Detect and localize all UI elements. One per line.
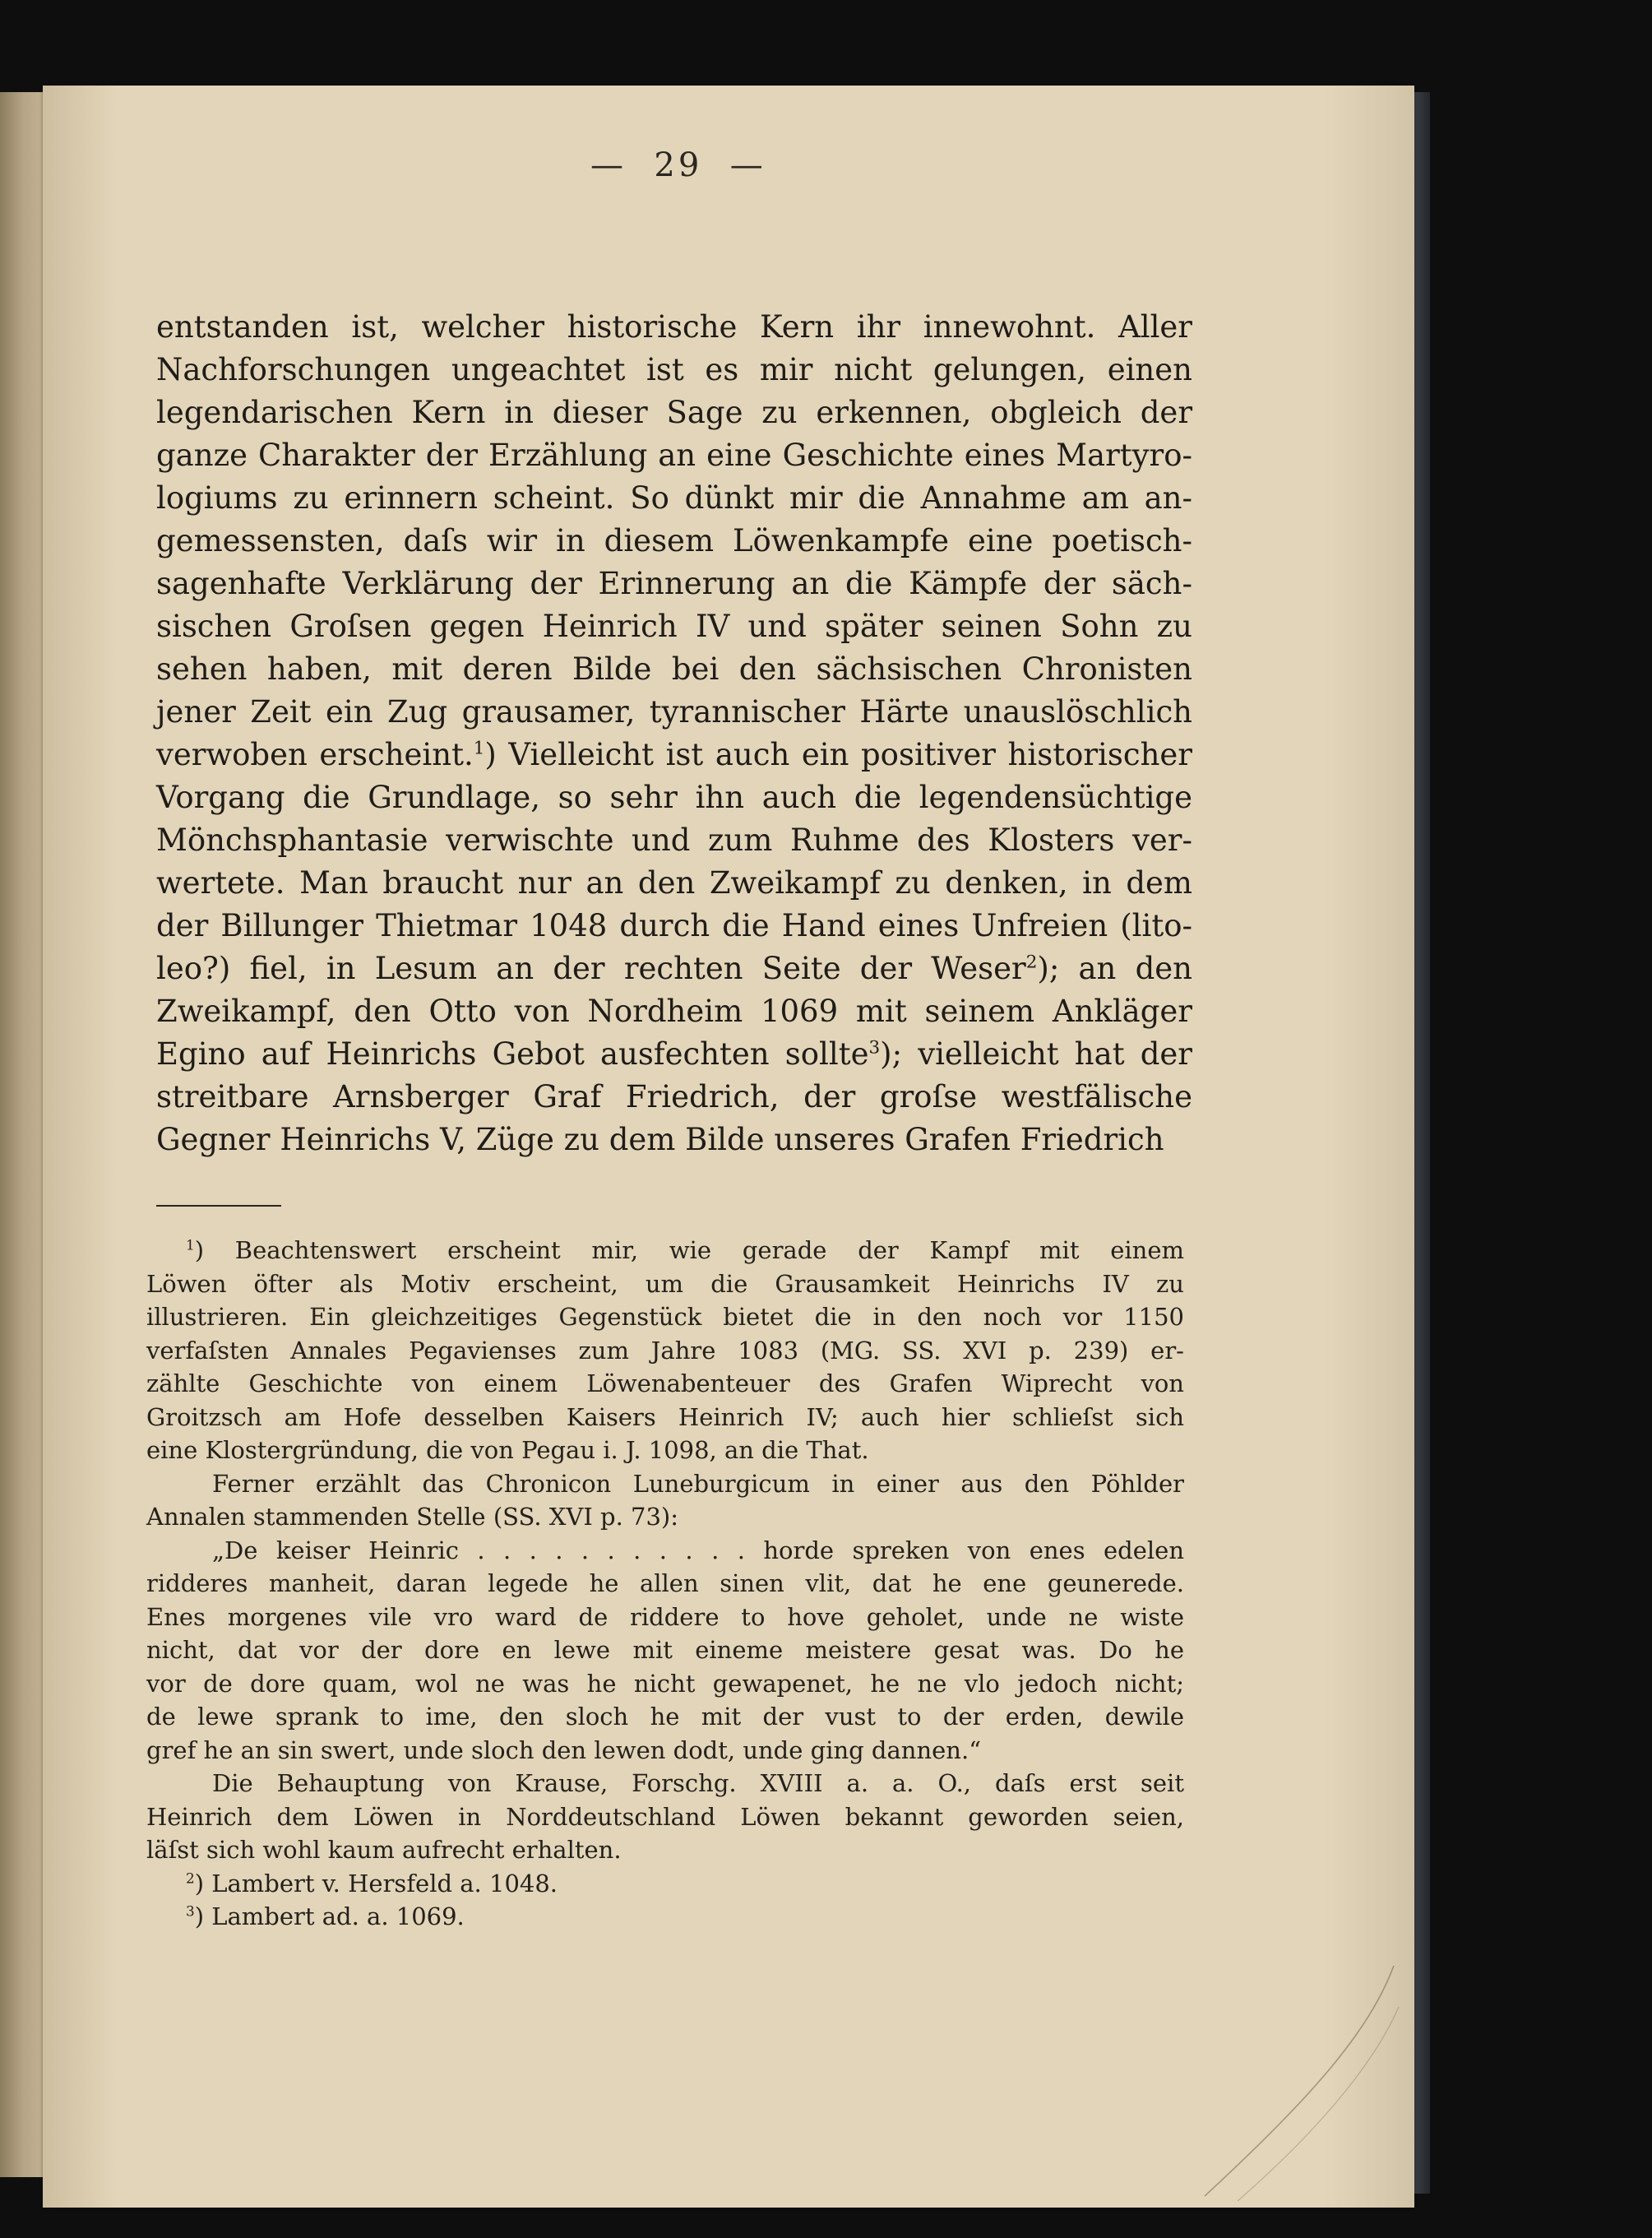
- text-line: [156, 392, 1192, 434]
- footnote-line-content: Annalen stammenden Stelle (SS. XVI p. 73):: [146, 1503, 679, 1531]
- text-line-content: Mönchsphantasie verwischte und zum Ruhme des Klosters ver-: [156, 822, 1192, 858]
- text-line: [156, 691, 1192, 734]
- footnote-line: [146, 1900, 1184, 1934]
- footnote-line: [146, 1300, 1184, 1334]
- footnote-marker: 2: [186, 1870, 195, 1887]
- footnote-line-content: verfaſsten Annales Pegavienses zum Jahre 1083 (MG. SS. XVI p. 239) er-: [146, 1336, 1184, 1365]
- footnote-line: [146, 1767, 1184, 1800]
- footnote-line-content: zählte Geschichte von einem Löwenabenteuer des Grafen Wiprecht von: [146, 1369, 1184, 1397]
- text-line-content: legendarischen Kern in dieser Sage zu erkennen, obgleich der: [156, 395, 1192, 430]
- text-line-content: leo?) fiel, in Lesum an der rechten Seite der Weser: [156, 951, 1026, 986]
- footnote-line: [146, 1667, 1184, 1701]
- text-line: [156, 434, 1192, 477]
- footnote-line: [146, 1633, 1184, 1667]
- text-line-content: Gegner Heinrichs V, Züge zu dem Bilde unseres Grafen Friedrich: [156, 1122, 1164, 1157]
- footnote-line-content: vor de dore quam, wol ne was he nicht gewapenet, he ne vlo jedoch nicht;: [146, 1669, 1184, 1698]
- text-line: [156, 990, 1192, 1033]
- text-line: [156, 477, 1192, 520]
- text-line-content: Vorgang die Grundlage, so sehr ihn auch die legendensüchtige: [156, 780, 1192, 815]
- text-line: [156, 862, 1192, 905]
- text-line: [156, 563, 1192, 605]
- text-line-content: Nachforschungen ungeachtet ist es mir nicht gelungen, einen: [156, 352, 1192, 387]
- footnote-line-content: „De keiser Heinric . . . . . . . . . . . horde spreken von enes edelen: [212, 1536, 1184, 1564]
- text-line-content: wertete. Man braucht nur an den Zweikampf zu denken, in dem: [156, 865, 1192, 901]
- text-line-content: der Billunger Thietmar 1048 durch die Hand eines Unfreien (lito-: [156, 908, 1192, 943]
- footnote-line-content: nicht, dat vor der dore en lewe mit eineme meistere gesat was. Do he: [146, 1636, 1184, 1664]
- footnote-line: [146, 1734, 1184, 1768]
- footnote-line: [146, 1534, 1184, 1568]
- footnote-line-content: illustrieren. Ein gleichzeitiges Gegenstück bietet die in den noch vor 1150: [146, 1303, 1184, 1331]
- text-line: [156, 1119, 1192, 1161]
- footnote-line-content: Löwen öfter als Motiv erscheint, um die Grausamkeit Heinrichs IV zu: [146, 1269, 1184, 1298]
- footnote-line-content: Enes morgenes vile vro ward de riddere to hove geholet, unde ne wiste: [146, 1602, 1184, 1631]
- footnote-line: [146, 1833, 1184, 1867]
- footnote-line-content: eine Klostergründung, die von Pegau i. J. 1098, an die That.: [146, 1436, 869, 1464]
- text-line-content: Egino auf Heinrichs Gebot ausfechten sollte: [156, 1036, 869, 1072]
- text-line: [156, 776, 1192, 819]
- text-line-content: ganze Charakter der Erzählung an eine Geschichte eines Martyro-: [156, 438, 1192, 473]
- footnote-line: [146, 1267, 1184, 1301]
- footnote-line-content: ) Beachtenswert erscheint mir, wie gerade der Kampf mit einem: [194, 1236, 1184, 1264]
- text-line-content: gemessensten, daſs wir in diesem Löwenkampfe eine poetisch-: [156, 523, 1192, 558]
- text-line-continuation: ); an den: [1037, 951, 1192, 986]
- text-line: [156, 520, 1192, 563]
- footnote-line-content: Die Behauptung von Krause, Forschg. XVIII a. a. O., daſs erst seit: [212, 1769, 1184, 1797]
- footnote-line: [146, 1234, 1184, 1267]
- text-line: [156, 648, 1192, 691]
- footnote-marker: 1: [186, 1236, 195, 1253]
- footnote-line-content: läſst sich wohl kaum aufrecht erhalten.: [146, 1836, 622, 1864]
- footnote-line-content: ridderes manheit, daran legede he allen sinen vlit, dat he ene geunerede.: [146, 1569, 1184, 1597]
- footnote-line-content: gref he an sin swert, unde sloch den lewen dodt, unde ging dannen.“: [146, 1735, 982, 1764]
- text-line-content: sehen haben, mit deren Bilde bei den sächsischen Chronisten: [156, 651, 1192, 687]
- footnote-line-content: Groitzsch am Hofe desselben Kaisers Heinrich IV; auch hier schlieſst sich: [146, 1402, 1184, 1431]
- text-line: [156, 306, 1192, 349]
- footnote-line-content: ) Lambert ad. a. 1069.: [194, 1902, 465, 1930]
- footnote-line-content: de lewe sprank to ime, den sloch he mit der vust to der erden, dewile: [146, 1703, 1184, 1731]
- footnote-line: [146, 1500, 1184, 1534]
- footnote-reference: 1: [473, 738, 485, 759]
- footnote-line-content: Heinrich dem Löwen in Norddeutschland Löwen bekannt geworden seien,: [146, 1802, 1184, 1831]
- footnote-line: [146, 1567, 1184, 1601]
- text-line-content: sagenhafte Verklärung der Erinnerung an die Kämpfe der säch-: [156, 566, 1192, 601]
- text-line-content: jener Zeit ein Zug grausamer, tyrannischer Härte unauslöschlich: [156, 694, 1192, 730]
- footnote-reference: 2: [1025, 952, 1038, 973]
- text-line: [156, 948, 1192, 990]
- text-line: [156, 1033, 1192, 1076]
- text-line: [156, 819, 1192, 862]
- footnotes: [146, 1234, 1184, 1934]
- text-line: [156, 1076, 1192, 1119]
- text-line-content: sischen Groſsen gegen Heinrich IV und später seinen Sohn zu: [156, 609, 1192, 644]
- footnote-line: [146, 1800, 1184, 1834]
- text-line: [156, 349, 1192, 392]
- text-line-content: entstanden ist, welcher historische Kern ihr innewohnt. Aller: [156, 309, 1192, 345]
- footnote-line: [146, 1434, 1184, 1467]
- footnote-reference: 3: [868, 1037, 881, 1059]
- footnote-line: [146, 1700, 1184, 1734]
- text-line-content: logiums zu erinnern scheint. So dünkt mir die Annahme am an-: [156, 480, 1192, 516]
- text-line-content: Zweikampf, den Otto von Nordheim 1069 mit seinem Ankläger: [156, 994, 1192, 1029]
- footnote-line-content: Ferner erzählt das Chronicon Luneburgicum in einer aus den Pöhlder: [212, 1469, 1184, 1498]
- text-line: [156, 605, 1192, 648]
- text-line-continuation: ); vielleicht hat der: [880, 1036, 1192, 1072]
- footnote-line: [146, 1334, 1184, 1368]
- footnote-line: [146, 1401, 1184, 1434]
- text-line-content: verwoben erscheint.: [156, 737, 474, 772]
- page-number: — 29 —: [590, 146, 766, 184]
- footnote-line: [146, 1867, 1184, 1901]
- text-line: [156, 734, 1192, 776]
- footnote-line: [146, 1367, 1184, 1401]
- footnote-marker: 3: [186, 1902, 195, 1920]
- footnote-separator: [156, 1205, 281, 1207]
- text-line-continuation: ) Vielleicht ist auch ein positiver historischer: [484, 737, 1192, 772]
- text-line-content: streitbare Arnsberger Graf Friedrich, der groſse westfälische: [156, 1079, 1192, 1114]
- footnote-line: [146, 1601, 1184, 1634]
- text-line: [156, 905, 1192, 948]
- main-text: [156, 306, 1192, 1161]
- footnote-line-content: ) Lambert v. Hersfeld a. 1048.: [194, 1869, 558, 1897]
- footnote-line: [146, 1467, 1184, 1501]
